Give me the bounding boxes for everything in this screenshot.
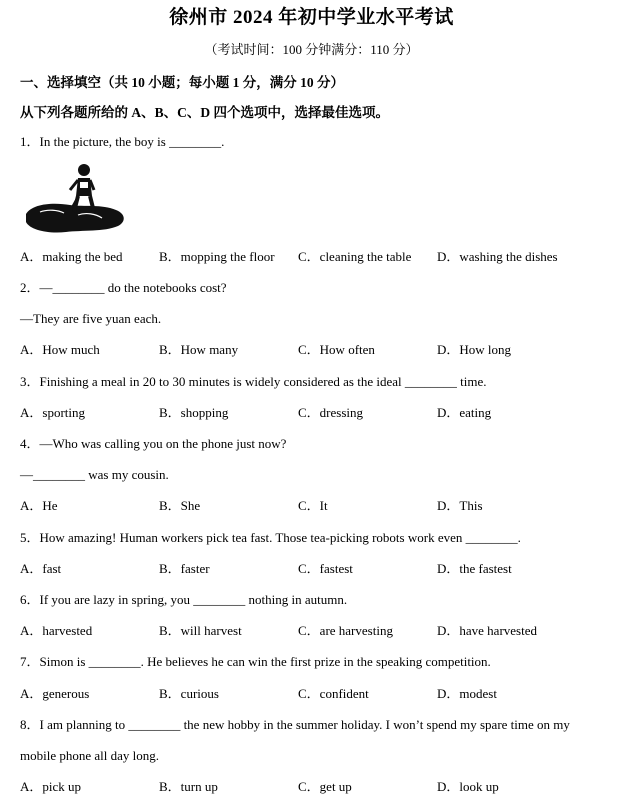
question-2-options — [20, 342, 620, 358]
exam-title: 徐州市 2024 年初中学业水平考试 — [169, 7, 454, 28]
option-a[interactable]: A．fast — [20, 561, 62, 576]
option-b[interactable]: B．curious — [159, 686, 219, 701]
instruction: 从下列各题所给的 A、B、C、D 四个选项中，选择最佳选项。 — [20, 105, 390, 120]
option-d[interactable]: D．washing the dishes — [437, 249, 558, 264]
question-1-stem: 1．In the picture, the boy is ________. — [20, 134, 225, 149]
option-a[interactable]: A．sporting — [20, 405, 86, 420]
option-c[interactable]: C．How often — [298, 342, 375, 357]
question-7-stem: 7．Simon is ________. He believes he can win the first prize in the speaking competition. — [20, 654, 491, 669]
question-5-options — [20, 561, 620, 577]
option-d[interactable]: D．eating — [437, 405, 492, 420]
option-a[interactable]: A．generous — [20, 686, 90, 701]
option-d[interactable]: D．the fastest — [437, 561, 512, 576]
option-d[interactable]: D．look up — [437, 779, 499, 794]
option-a[interactable]: A．pick up — [20, 779, 82, 794]
option-d[interactable]: D．This — [437, 498, 483, 513]
option-b[interactable]: B．She — [159, 498, 201, 513]
option-c[interactable]: C．fastest — [298, 561, 353, 576]
option-c[interactable]: C．It — [298, 498, 328, 513]
option-b[interactable]: B．turn up — [159, 779, 218, 794]
boy-mopping-picture — [22, 160, 128, 236]
question-8-stem: 8．I am planning to ________ the new hobby in the summer holiday. I won’t spend my spare time on my — [20, 717, 570, 732]
question-2-stem: 2．—________ do the notebooks cost? — [20, 280, 227, 295]
option-d[interactable]: D．have harvested — [437, 623, 537, 638]
question-4-stem-line2: —________ was my cousin. — [20, 467, 169, 482]
option-c[interactable]: C．dressing — [298, 405, 364, 420]
question-8-stem-line2: mobile phone all day long. — [20, 748, 160, 763]
option-b[interactable]: B．How many — [159, 342, 239, 357]
option-b[interactable]: B．will harvest — [159, 623, 242, 638]
option-d[interactable]: D．modest — [437, 686, 497, 701]
option-a[interactable]: A．making the bed — [20, 249, 123, 264]
option-d[interactable]: D．How long — [437, 342, 512, 357]
option-b[interactable]: B．shopping — [159, 405, 229, 420]
question-3-stem: 3．Finishing a meal in 20 to 30 minutes is widely considered as the ideal ________ time. — [20, 374, 487, 389]
question-4-options — [20, 498, 620, 514]
option-a[interactable]: A．How much — [20, 342, 100, 357]
question-6-stem: 6．If you are lazy in spring, you ________ nothing in autumn. — [20, 592, 348, 607]
question-4-stem: 4．—Who was calling you on the phone just now? — [20, 436, 287, 451]
question-1-options — [20, 249, 620, 265]
exam-subtitle: （考试时间：100 分钟满分：110 分） — [204, 42, 419, 57]
question-5-stem: 5．How amazing! Human workers pick tea fast. Those tea-picking robots work even ________. — [20, 530, 521, 545]
option-c[interactable]: C．get up — [298, 779, 352, 794]
option-c[interactable]: C．cleaning the table — [298, 249, 412, 264]
option-c[interactable]: C．are harvesting — [298, 623, 393, 638]
question-2-stem-line2: —They are five yuan each. — [20, 311, 162, 326]
question-7-options — [20, 686, 620, 702]
option-c[interactable]: C．confident — [298, 686, 369, 701]
option-a[interactable]: A．harvested — [20, 623, 93, 638]
option-a[interactable]: A．He — [20, 498, 58, 513]
question-8-options — [20, 779, 620, 795]
section-heading: 一、选择填空（共 10 小题；每小题 1 分，满分 10 分） — [20, 75, 344, 90]
question-3-options — [20, 405, 620, 421]
question-6-options — [20, 623, 620, 639]
option-b[interactable]: B．mopping the floor — [159, 249, 275, 264]
option-b[interactable]: B．faster — [159, 561, 210, 576]
